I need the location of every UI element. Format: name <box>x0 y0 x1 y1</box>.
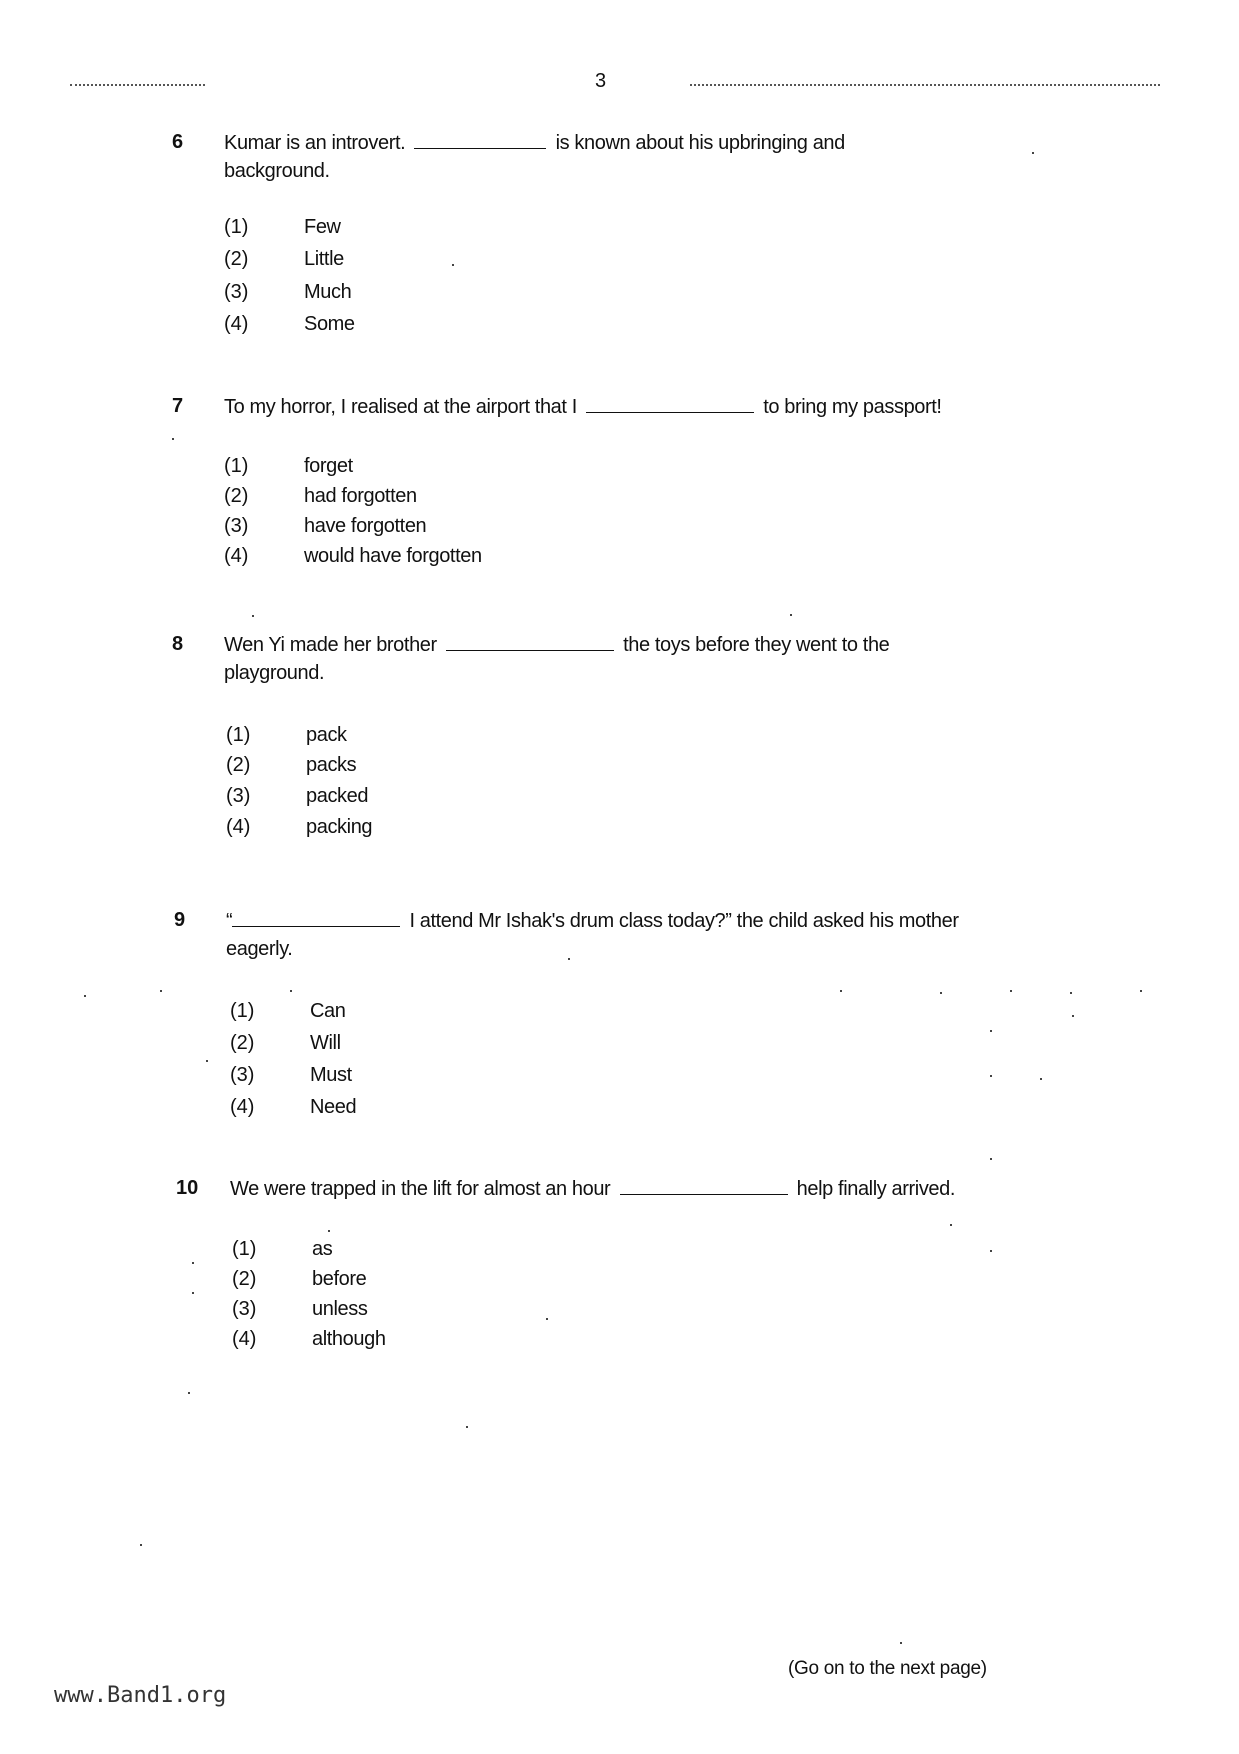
option-text: had forgotten <box>304 485 417 507</box>
option-label: (2) <box>232 1268 257 1290</box>
option-text: before <box>312 1268 367 1290</box>
scan-speck <box>990 1075 992 1077</box>
option[interactable] <box>232 1298 367 1321</box>
option[interactable] <box>230 1000 346 1023</box>
option[interactable] <box>232 1238 332 1261</box>
scan-speck <box>1072 1015 1074 1017</box>
option-label: (4) <box>224 313 249 335</box>
scan-speck <box>1140 990 1142 992</box>
answer-blank <box>414 128 546 149</box>
question-stem-after: the toys before they went to the playground. <box>224 634 890 684</box>
scan-speck <box>252 615 254 617</box>
scan-speck <box>990 1250 992 1252</box>
scan-speck <box>192 1262 194 1264</box>
question-number: 7 <box>172 395 184 417</box>
option-label: (3) <box>230 1064 255 1086</box>
option-label: (1) <box>224 455 249 477</box>
option[interactable] <box>224 281 351 304</box>
scan-speck <box>188 1392 190 1394</box>
question-stem-before: Kumar is an introvert. <box>224 132 406 154</box>
option-label: (1) <box>224 216 249 238</box>
option[interactable] <box>232 1328 386 1351</box>
option-text: Can <box>310 1000 346 1022</box>
option-text: would have forgotten <box>304 545 482 567</box>
option-label: (4) <box>230 1096 255 1118</box>
scan-speck <box>990 1030 992 1032</box>
header-scan-line-right <box>690 84 1160 86</box>
header-scan-line-left <box>70 84 205 86</box>
option-text: as <box>312 1238 333 1260</box>
option-text: although <box>312 1328 386 1350</box>
option-label: (3) <box>224 281 249 303</box>
scan-speck <box>990 1158 992 1160</box>
option[interactable] <box>224 216 341 239</box>
scan-speck <box>452 264 454 266</box>
option-text: packing <box>306 816 373 838</box>
option-text: have forgotten <box>304 515 427 537</box>
answer-blank <box>446 630 614 651</box>
option-label: (3) <box>232 1298 257 1320</box>
option-label: (3) <box>226 785 251 807</box>
question-stem-after: is known about his upbringing and background. <box>224 132 845 182</box>
option-label: (1) <box>230 1000 255 1022</box>
answer-blank <box>620 1174 788 1195</box>
question-number: 8 <box>172 633 184 655</box>
option[interactable] <box>232 1268 366 1291</box>
question-text <box>230 1174 1030 1203</box>
option[interactable] <box>230 1064 352 1087</box>
answer-blank <box>232 906 400 927</box>
option-text: Little <box>304 248 344 270</box>
option-label: (4) <box>232 1328 257 1350</box>
scan-speck <box>290 990 292 992</box>
scan-speck <box>172 438 174 440</box>
scan-speck <box>328 1230 330 1232</box>
scan-speck <box>1070 992 1072 994</box>
question-stem-after: help finally arrived. <box>796 1178 956 1200</box>
scan-speck <box>940 992 942 994</box>
question-text <box>224 630 944 687</box>
option-label: (3) <box>224 515 249 537</box>
scan-speck <box>840 990 842 992</box>
question-stem-before: “ <box>226 910 233 932</box>
answer-blank <box>586 392 754 413</box>
scan-speck <box>1010 990 1012 992</box>
option-label: (2) <box>230 1032 255 1054</box>
option-text: forget <box>304 455 353 477</box>
question-stem-after: I attend Mr Ishak's drum class today?” the child asked his mother eagerly. <box>226 910 959 960</box>
question-number: 6 <box>172 131 184 153</box>
option[interactable] <box>224 455 353 478</box>
option-label: (4) <box>226 816 251 838</box>
option-text: Much <box>304 281 352 303</box>
question-number: 10 <box>176 1177 199 1199</box>
option-text: unless <box>312 1298 368 1320</box>
option[interactable] <box>230 1096 356 1119</box>
question-stem-before: We were trapped in the lift for almost an hour <box>230 1178 611 1200</box>
scan-speck <box>84 995 86 997</box>
option-label: (2) <box>226 754 251 776</box>
question-number: 9 <box>174 909 186 931</box>
scan-speck <box>1040 1078 1042 1080</box>
option-label: (1) <box>232 1238 257 1260</box>
scan-speck <box>466 1426 468 1428</box>
option-text: packed <box>306 785 369 807</box>
option-label: (4) <box>224 545 249 567</box>
option-label: (2) <box>224 248 249 270</box>
scan-speck <box>900 1642 902 1644</box>
scan-speck <box>206 1060 208 1062</box>
scan-speck <box>192 1292 194 1294</box>
option[interactable] <box>224 485 417 508</box>
question-text <box>224 392 1024 421</box>
option-text: Some <box>304 313 355 335</box>
scan-speck <box>950 1224 952 1226</box>
scan-speck <box>1032 152 1034 154</box>
question-text <box>226 906 1026 963</box>
option[interactable] <box>224 545 482 568</box>
option[interactable] <box>226 724 347 747</box>
option-label: (1) <box>226 724 251 746</box>
option-label: (2) <box>224 485 249 507</box>
option[interactable] <box>230 1032 341 1055</box>
option[interactable] <box>226 785 368 808</box>
scan-speck <box>790 614 792 616</box>
footer-continue-note: (Go on to the next page) <box>788 1658 987 1679</box>
question-stem-before: Wen Yi made her brother <box>224 634 437 656</box>
scan-speck <box>140 1544 142 1546</box>
option[interactable] <box>224 248 344 271</box>
question-stem-after: to bring my passport! <box>763 396 942 418</box>
option-text: Will <box>310 1032 341 1054</box>
option[interactable] <box>226 816 372 839</box>
option-text: Need <box>310 1096 357 1118</box>
question-stem-before: To my horror, I realised at the airport that I <box>224 396 577 418</box>
scan-speck <box>568 958 570 960</box>
page-number: 3 <box>595 70 607 92</box>
scan-speck <box>546 1318 548 1320</box>
option-text: pack <box>306 724 347 746</box>
scan-speck <box>160 990 162 992</box>
option-text: packs <box>306 754 357 776</box>
option-text: Must <box>310 1064 352 1086</box>
watermark: www.Band1.org <box>54 1683 227 1708</box>
question-text <box>224 128 944 185</box>
option[interactable] <box>224 515 426 538</box>
option[interactable] <box>224 313 355 336</box>
option[interactable] <box>226 754 356 777</box>
option-text: Few <box>304 216 341 238</box>
